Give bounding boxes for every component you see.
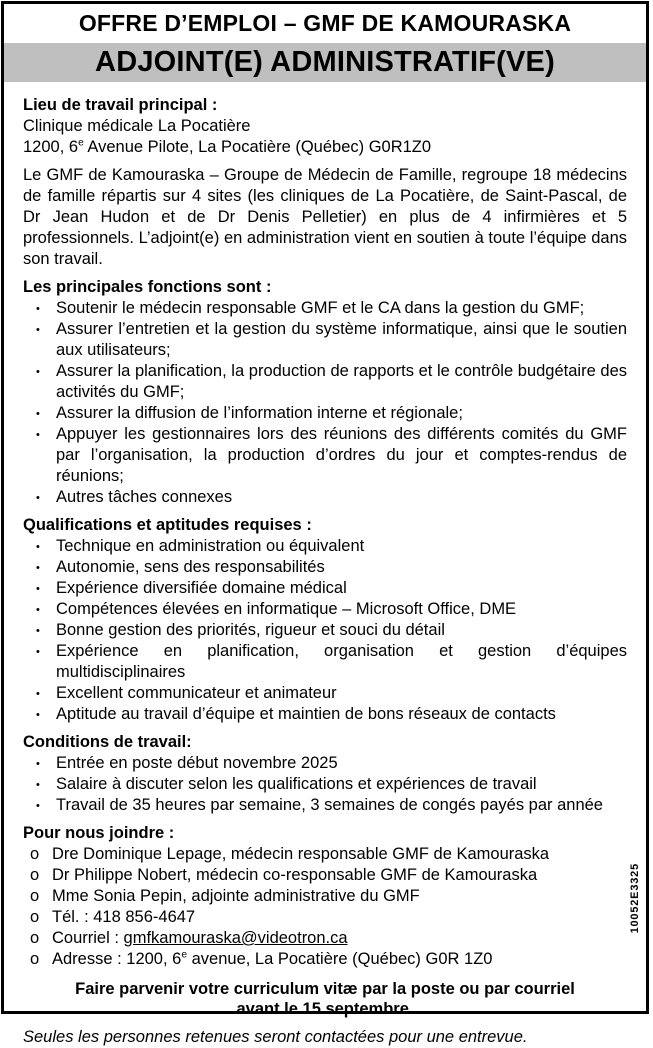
list-item-text: Compétences élevées en informatique – Microsoft Office, DME [56, 600, 517, 618]
bullet-marker: • [36, 646, 40, 658]
list-item-text: Assurer l’entretien et la gestion du système informatique, ainsi que le soutien aux utilisateurs; [56, 320, 627, 359]
list-item-text: Soutenir le médecin responsable GMF et le CA dans la gestion du GMF; [56, 299, 585, 317]
section-qualifications [23, 515, 627, 725]
list-item [23, 620, 627, 641]
text-segment: 1200, 6 [23, 138, 79, 156]
list-item [23, 319, 627, 361]
contacts-list [23, 844, 627, 970]
superscript-ordinal: e [78, 137, 84, 149]
text-segment: avenue, La Pocatière (Québec) G0R 1Z0 [187, 950, 493, 968]
bullet-marker: • [36, 366, 40, 378]
footnote-text: Seules les personnes retenues seront contactées pour une entrevue. [23, 1028, 528, 1046]
list-item-text: Autonomie, sens des responsabilités [56, 558, 325, 576]
text-segment: Mme Sonia Pepin, adjointe administrative du GMF [52, 887, 420, 905]
bullet-marker: • [36, 408, 40, 420]
ad-border-frame [1, 1, 649, 1046]
o-marker: o [30, 887, 40, 905]
o-marker: o [30, 929, 40, 947]
bullet-marker: • [36, 541, 40, 553]
cta-line: Faire parvenir votre curriculum vitæ par la poste ou par courriel [75, 980, 575, 998]
cta-line: avant le 15 septembre. [236, 1000, 414, 1018]
contact-item [23, 907, 627, 928]
list-item [23, 557, 627, 578]
bullet-marker: • [36, 562, 40, 574]
list-item-text: Travail de 35 heures par semaine, 3 semaines de congés payés par année [56, 796, 603, 814]
list-item-text: Assurer la diffusion de l’information interne et régionale; [56, 404, 463, 422]
list-item [23, 578, 627, 599]
qualifications-heading: Qualifications et aptitudes requises : [23, 516, 312, 534]
text-segment: Adresse : 1200, 6 [52, 950, 182, 968]
clinic-address [23, 137, 627, 158]
section-conditions [23, 732, 627, 816]
o-marker: o [30, 908, 40, 926]
list-item [23, 536, 627, 557]
contact-item-text [52, 908, 195, 926]
intro-paragraph: Le GMF de Kamouraska – Groupe de Médecin de Famille, regroupe 18 médecins de famille répartis sur 4 sites (les cliniques de La Pocatière, de Saint-Pascal, de Dr Jean Hudon et de Dr Denis Pelletier) en plus de 4 infirmières et 5 professionnels. L’adjoint(e) en administration vient en soutien à toute l’équipe dans son travail. [23, 166, 627, 268]
list-item-text: Salaire à discuter selon les qualifications et expériences de travail [56, 775, 537, 793]
bullet-marker: • [36, 604, 40, 616]
fonctions-heading: Les principales fonctions sont : [23, 278, 272, 296]
list-item-text: Expérience diversifiée domaine médical [56, 579, 347, 597]
list-item-text: Aptitude au travail d’équipe et maintien de bons réseaux de contacts [56, 705, 556, 723]
list-item [23, 753, 627, 774]
bullet-marker: • [36, 324, 40, 336]
list-item-text: Expérience en planification, organisation et gestion d’équipes multidisciplinaires [56, 642, 627, 681]
bullet-marker: • [36, 688, 40, 700]
bullet-marker: • [36, 800, 40, 812]
list-item [23, 487, 627, 508]
superscript-ordinal: e [181, 949, 188, 961]
cta-text [23, 979, 627, 1019]
list-item [23, 298, 627, 319]
list-item-text: Autres tâches connexes [56, 488, 233, 506]
list-item-text: Technique en administration ou équivalent [56, 537, 365, 555]
conditions-list [23, 753, 627, 816]
bullet-marker: • [36, 583, 40, 595]
list-item [23, 683, 627, 704]
section-contacts [23, 823, 627, 970]
list-item [23, 774, 627, 795]
section-fonctions [23, 277, 627, 508]
contact-item [23, 865, 627, 886]
bullet-marker: • [36, 492, 40, 504]
list-item-text: Excellent communicateur et animateur [56, 684, 337, 702]
text-segment: Courriel : [52, 929, 124, 947]
position-title-band [4, 43, 646, 82]
text-segment: Tél. : 418 856-4647 [52, 908, 196, 926]
contact-item-text [52, 929, 348, 947]
contact-item [23, 886, 627, 907]
contact-item-text [52, 866, 537, 884]
text-segment: Dr Philippe Nobert, médecin co-responsable GMF de Kamouraska [52, 866, 538, 884]
o-marker: o [30, 866, 40, 884]
bullet-marker: • [36, 709, 40, 721]
fonctions-list [23, 298, 627, 508]
section-location [23, 95, 627, 158]
contact-item-text [52, 950, 492, 968]
contact-item-text [52, 845, 549, 863]
location-heading: Lieu de travail principal : [23, 96, 218, 114]
list-item [23, 403, 627, 424]
bullet-marker: • [36, 779, 40, 791]
text-segment: Avenue Pilote, La Pocatière (Québec) G0R1Z0 [83, 138, 432, 156]
ad-id-vertical: 10052E3325 [629, 862, 641, 933]
qualifications-list [23, 536, 627, 725]
position-title: ADJOINT(E) ADMINISTRATIF(VE) [95, 46, 555, 78]
ad-body [4, 82, 646, 1048]
list-item-text: Appuyer les gestionnaires lors des réunions des différents comités du GMF par l’organisation, la production d’ordres du jour et comptes-rendus de réunions; [56, 425, 627, 485]
contact-item-text [52, 887, 420, 905]
list-item [23, 599, 627, 620]
contact-item [23, 928, 627, 949]
bullet-marker: • [36, 625, 40, 637]
bullet-marker: • [36, 303, 40, 315]
list-item-text: Bonne gestion des priorités, rigueur et souci du détail [56, 621, 445, 639]
email-link[interactable]: gmfkamouraska@videotron.ca [123, 929, 348, 947]
conditions-heading: Conditions de travail: [23, 733, 192, 751]
text-segment: Dre Dominique Lepage, médecin responsable GMF de Kamouraska [52, 845, 550, 863]
clinic-name: Clinique médicale La Pocatière [23, 117, 251, 135]
bullet-marker: • [36, 758, 40, 770]
list-item [23, 424, 627, 487]
contact-item [23, 844, 627, 865]
contact-item [23, 949, 627, 970]
list-item-text: Entrée en poste début novembre 2025 [56, 754, 338, 772]
contacts-heading: Pour nous joindre : [23, 824, 175, 842]
list-item [23, 704, 627, 725]
list-item [23, 795, 627, 816]
bullet-marker: • [36, 429, 40, 441]
list-item [23, 641, 627, 683]
list-item [23, 361, 627, 403]
ad-header-title: OFFRE D’EMPLOI – GMF DE KAMOURASKA [78, 10, 572, 36]
o-marker: o [30, 950, 40, 968]
list-item-text: Assurer la planification, la production de rapports et le contrôle budgétaire des activités du GMF; [56, 362, 627, 401]
o-marker: o [30, 845, 40, 863]
